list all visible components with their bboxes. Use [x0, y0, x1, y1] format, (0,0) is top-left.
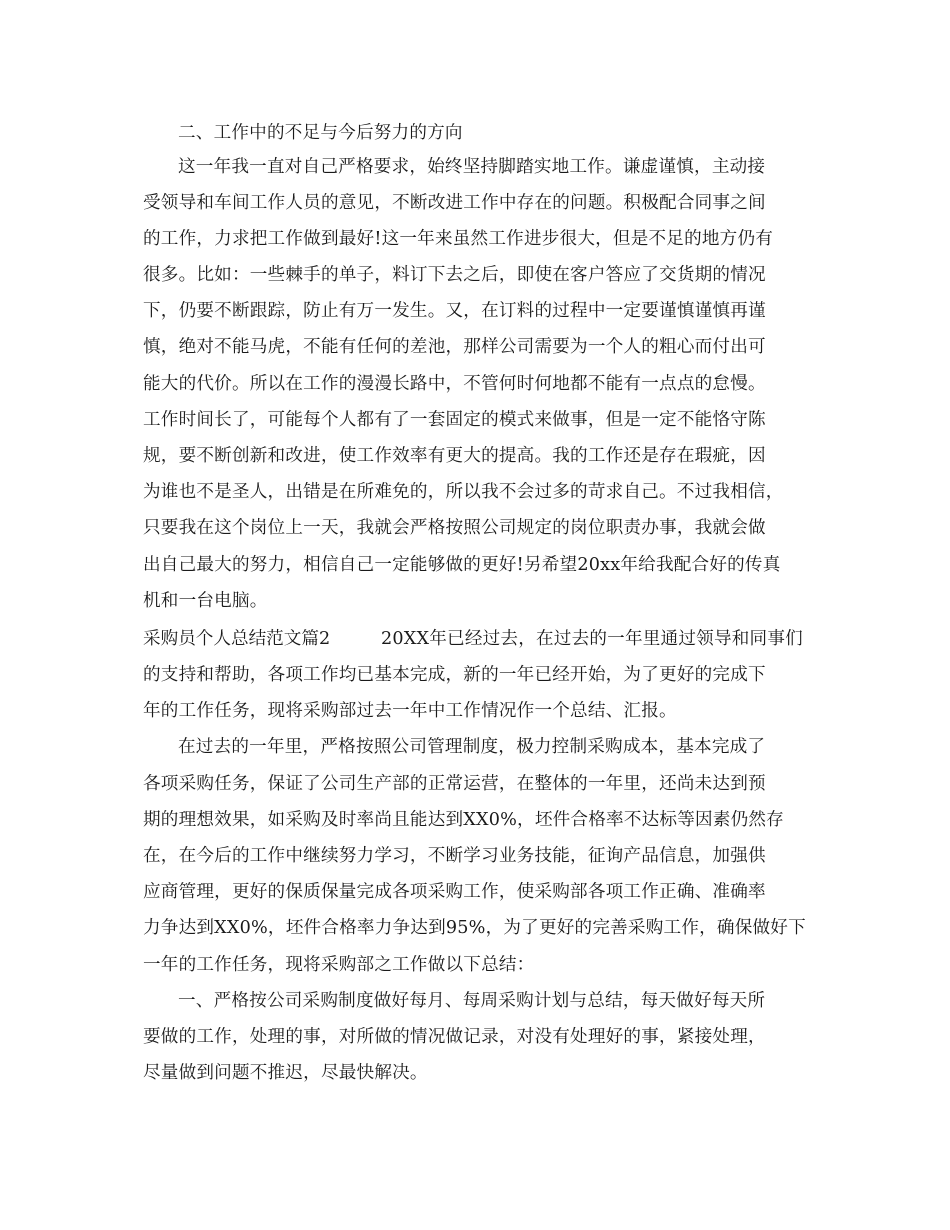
article-title: 采购员个人总结范文篇2	[143, 629, 331, 649]
paragraph-line: 能大的代价。所以在工作的漫漫长路中，不管何时何地都不能有一点点的怠慢。	[143, 374, 766, 394]
section-heading: 二、工作中的不足与今后努力的方向	[178, 123, 463, 143]
paragraph-line: 下，仍要不断跟踪，防止有万一发生。又，在订料的过程中一定要谨慎谨慎再谨	[143, 301, 766, 321]
paragraph-line: 规，要不断创新和改进，使工作效率有更大的提高。我的工作还是存在瑕疵，因	[143, 446, 766, 466]
paragraph-line: 为谁也不是圣人，出错是在所难免的，所以我不会过多的苛求自己。不过我相信，	[143, 482, 784, 502]
paragraph-line: 只要我在这个岗位上一天，我就会严格按照公司规定的岗位职责办事，我就会做	[143, 518, 766, 538]
paragraph-line: 一、严格按公司采购制度做好每月、每周采购计划与总结，每天做好每天所	[178, 991, 766, 1011]
paragraph-line: 20XX年已经过去，在过去的一年里通过领导和同事们	[381, 629, 803, 649]
paragraph-line: 应商管理，更好的保质保量完成各项采购工作，使采购部各项工作正确、准确率	[143, 882, 766, 902]
paragraph-line: 在，在今后的工作中继续努力学习，不断学习业务技能，征询产品信息，加强供	[143, 846, 766, 866]
paragraph-line: 机和一台电脑。	[143, 591, 268, 611]
paragraph-line: 期的理想效果，如采购及时率尚且能达到XX0%，坯件合格率不达标等因素仍然存	[143, 810, 784, 830]
paragraph-line: 尽量做到问题不推迟，尽最快解决。	[143, 1063, 428, 1083]
paragraph-line: 力争达到XX0%，坯件合格率力争达到95%，为了更好的完善采购工作，确保做好下	[143, 918, 806, 938]
paragraph-line: 要做的工作，处理的事，对所做的情况做记录，对没有处理好的事，紧接处理，	[143, 1027, 766, 1047]
paragraph-line: 慎，绝对不能马虎，不能有任何的差池，那样公司需要为一个人的粗心而付出可	[143, 337, 766, 357]
paragraph-line: 工作时间长了，可能每个人都有了一套固定的模式来做事，但是一定不能恪守陈	[143, 410, 766, 430]
paragraph-line: 很多。比如：一些棘手的单子，料订下去之后，即使在客户答应了交货期的情况	[143, 265, 766, 285]
paragraph-line: 年的工作任务，现将采购部过去一年中工作情况作一个总结、汇报。	[143, 701, 677, 721]
paragraph-line: 的支持和帮助，各项工作均已基本完成，新的一年已经开始，为了更好的完成下	[143, 665, 766, 685]
paragraph-line: 出自己最大的努力，相信自己一定能够做的更好!另希望20xx年给我配合好的传真	[143, 555, 781, 575]
paragraph-line: 各项采购任务，保证了公司生产部的正常运营，在整体的一年里，还尚未达到预	[143, 774, 766, 794]
paragraph-line: 这一年我一直对自己严格要求，始终坚持脚踏实地工作。谦虚谨慎，主动接	[178, 157, 766, 177]
paragraph-line: 的工作，力求把工作做到最好!这一年来虽然工作进步很大，但是不足的地方仍有	[143, 229, 774, 249]
paragraph-line: 受领导和车间工作人员的意见，不断改进工作中存在的问题。积极配合同事之间	[143, 193, 766, 213]
paragraph-line: 在过去的一年里，严格按照公司管理制度，极力控制采购成本，基本完成了	[178, 737, 766, 757]
paragraph-line: 一年的工作任务，现将采购部之工作做以下总结：	[143, 955, 535, 975]
